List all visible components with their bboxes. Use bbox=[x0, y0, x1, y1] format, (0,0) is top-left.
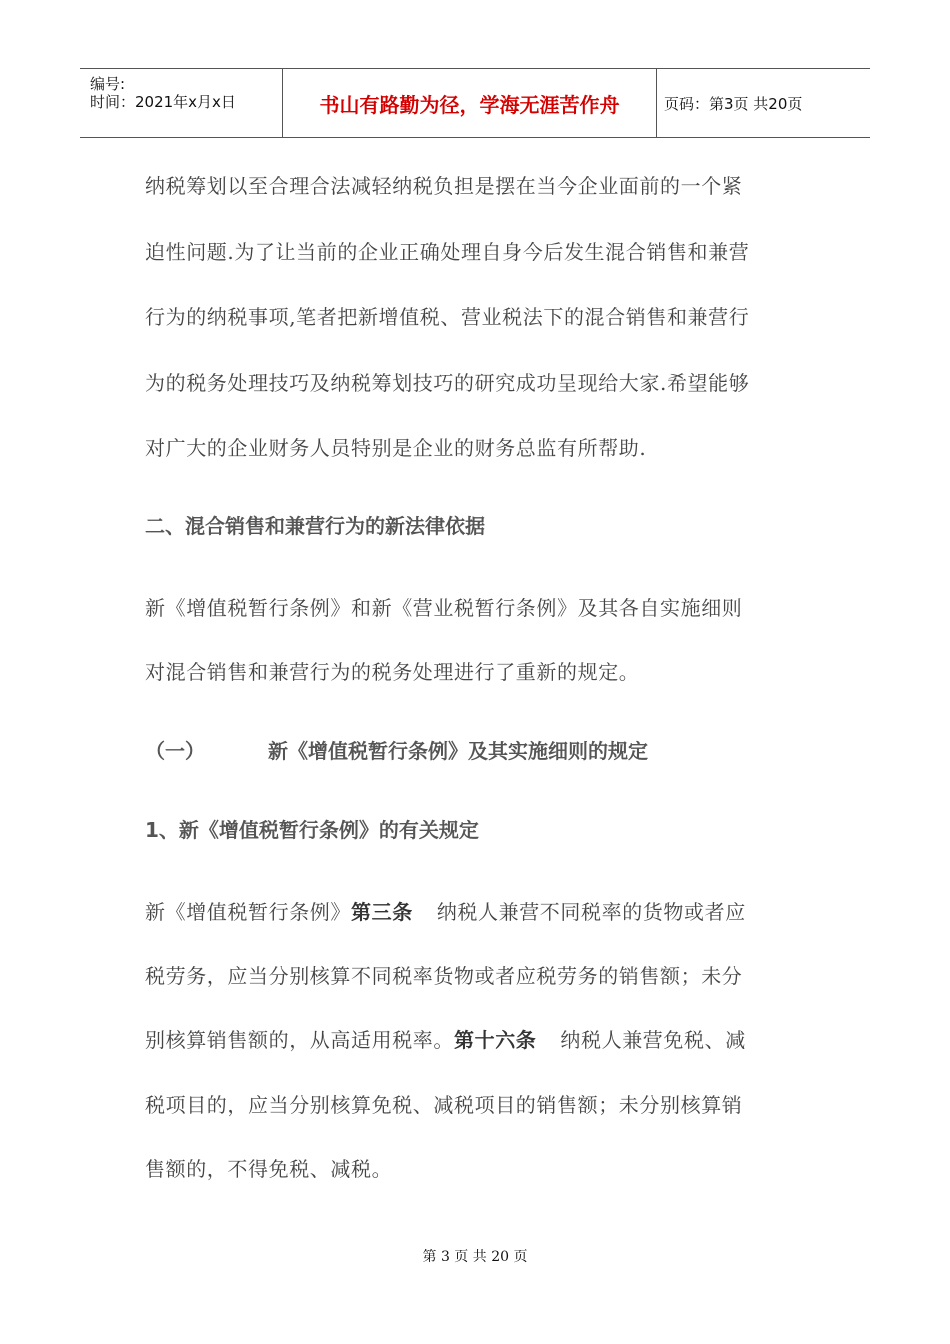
subheading: 新《增值税暂行条例》及其实施细则的规定 bbox=[268, 739, 648, 763]
motto: 书山有路勤为径，学海无涯苦作舟 bbox=[282, 69, 657, 137]
article-label: 第十六条 bbox=[454, 1028, 537, 1052]
rule-line bbox=[145, 1024, 746, 1053]
paragraph-line: 新《增值税暂行条例》和新《营业税暂行条例》及其各自实施细则 bbox=[145, 596, 743, 620]
rule-text: 新《增值税暂行条例》 bbox=[145, 900, 351, 924]
header-info-cell bbox=[80, 69, 282, 137]
number-label: 编号: bbox=[90, 75, 126, 93]
rule-text: 别核算销售额的，从高适用税率。 bbox=[145, 1028, 454, 1052]
page-label: 页码：第3页 共20页 bbox=[664, 94, 803, 113]
paragraph-line: 迫性问题.为了让当前的企业正确处理自身今后发生混合销售和兼营 bbox=[145, 240, 750, 264]
rule-text: 纳税人兼营免税、减 bbox=[560, 1028, 746, 1052]
paragraph-line: 对混合销售和兼营行为的税务处理进行了重新的规定。 bbox=[145, 660, 640, 684]
page-footer: 第 3 页 共 20 页 bbox=[422, 1249, 528, 1265]
section-heading: 二、混合销售和兼营行为的新法律依据 bbox=[145, 514, 485, 538]
article-label: 第三条 bbox=[351, 900, 413, 924]
rule-line: 税项目的，应当分别核算免税、减税项目的销售额；未分别核算销 bbox=[145, 1093, 743, 1117]
subheading-number: （一） bbox=[145, 739, 205, 763]
paragraph-line: 纳税筹划以至合理合法减轻纳税负担是摆在当今企业面前的一个紧 bbox=[145, 174, 743, 198]
sub-subheading: 1、新《增值税暂行条例》的有关规定 bbox=[145, 818, 479, 842]
rule-text: 纳税人兼营不同税率的货物或者应 bbox=[436, 900, 746, 924]
header-table bbox=[80, 68, 870, 138]
rule-line bbox=[145, 896, 746, 925]
paragraph-line: 行为的纳税事项,笔者把新增值税、营业税法下的混合销售和兼营行 bbox=[145, 305, 750, 329]
paragraph-line: 为的税务处理技巧及纳税筹划技巧的研究成功呈现给大家.希望能够 bbox=[145, 371, 750, 395]
date-label: 时间：2021年x月x日 bbox=[90, 93, 236, 111]
paragraph-line: 对广大的企业财务人员特别是企业的财务总监有所帮助. bbox=[145, 436, 647, 460]
rule-line: 售额的，不得免税、减税。 bbox=[145, 1157, 393, 1181]
rule-line: 税劳务，应当分别核算不同税率货物或者应税劳务的销售额；未分 bbox=[145, 964, 743, 988]
